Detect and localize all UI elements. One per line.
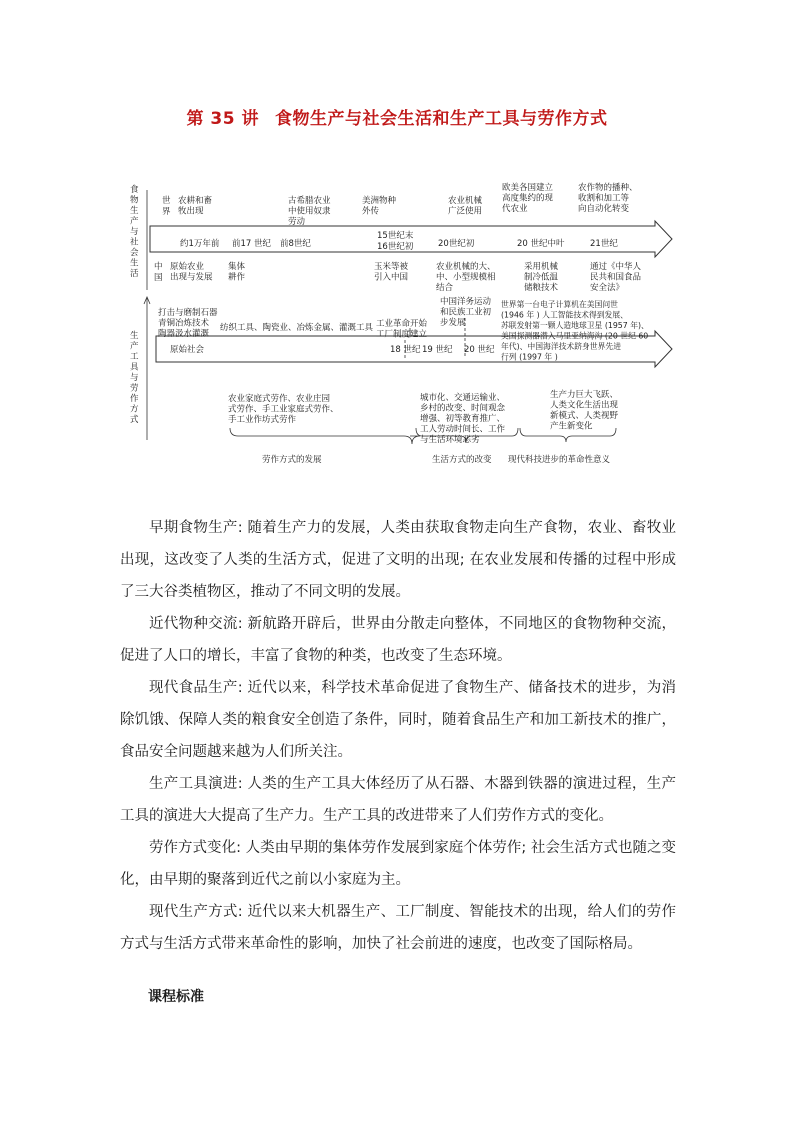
china-event: 结合 <box>436 283 454 293</box>
early-tools: 陶器汲水灌溉 <box>158 329 210 339</box>
productivity-change: 新模式、人类视野 <box>550 411 619 421</box>
world-event: 农作物的播种、 <box>578 183 638 193</box>
bracket-label: 现代科技进步的革命性意义 <box>508 455 611 465</box>
china-event: 采用机械 <box>524 262 559 272</box>
section-heading: 课程标准 <box>148 989 204 1005</box>
upper-time-label: 约1万年前 <box>180 239 220 249</box>
china-event: 农业机械的大、 <box>436 262 496 272</box>
world-event: 农耕和畜 <box>178 196 213 206</box>
world-label: 世 <box>162 196 171 206</box>
china-event: 原始农业 <box>170 262 205 272</box>
upper-side-label-char: 与 <box>130 227 139 237</box>
china-event: 安全法》 <box>590 283 625 293</box>
lower-time-label: 20 世纪 <box>464 345 495 355</box>
life-change: 增强、初等教育推广、 <box>420 414 506 424</box>
modern-tech: 行列 (1997 年 ) <box>501 352 558 362</box>
modern-tech: 美国探测器潜入马里亚纳海沟 (20 世纪 60 <box>501 331 649 341</box>
paragraph-species-exchange: 近代物种交流: 新航路开辟后，世界由分散走向整体，不同地区的食物物种交流，促进了人口的增长，丰富了食物的种类，也改变了生态环境。 <box>120 616 676 664</box>
upper-time-label: 15世纪末 <box>377 231 414 241</box>
bracket-label: 劳作方式的发展 <box>262 455 322 465</box>
world-event: 收割和加工等 <box>578 193 630 204</box>
china-event: 储粮技术 <box>524 283 559 293</box>
paragraph-modern-production: 现代生产方式: 近代以来大机器生产、工厂制度、智能技术的出现，给人们的劳作方式与生活方式带来革命性的影响，加快了社会前进的速度，也改变了国际格局。 <box>120 904 676 952</box>
world-event: 向自动化转变 <box>578 204 630 214</box>
world-event: 高度集约的现 <box>502 193 554 204</box>
upper-time-label: 前8世纪 <box>280 239 311 249</box>
timeline-diagram <box>120 178 680 468</box>
upper-time-label: 前17 世纪 <box>232 239 272 249</box>
world-label: 界 <box>162 207 171 217</box>
modern-tech: 苏联发射第一颗人造地球卫星 (1957 年)、 <box>501 321 649 330</box>
modern-tech: 世界第一台电子计算机在美国问世 <box>501 300 618 309</box>
life-change: 城市化、交通运输业、 <box>420 393 506 403</box>
paragraph-early-food: 早期食物生产: 随着生产力的发展，人类由获取食物走向生产食物，农业、畜牧业出现，这改变了人类的生活方式，促进了文明的出现; 在农业发展和传播的过程中形成了三大谷类植物区，推动了不同文明的发展。 <box>120 520 676 600</box>
china-event: 出现与发展 <box>170 272 213 283</box>
lower-time-label: 19 世纪 <box>422 345 453 355</box>
china-industry: 中国洋务运动 <box>440 297 492 307</box>
life-change: 乡村的改变、时间观念 <box>420 403 506 414</box>
modern-tech: 年代)、中国海洋技术跻身世界先进 <box>501 342 621 351</box>
bracket-label: 生活方式的改变 <box>432 455 492 465</box>
lower-side-label-char: 生 <box>130 331 139 341</box>
lower-time-label: 18 世纪 <box>390 345 421 355</box>
china-industry: 和民族工业初 <box>440 307 492 318</box>
industrial-revolution: 工厂制度建立 <box>376 329 428 340</box>
productivity-change: 产生新变化 <box>550 421 593 432</box>
china-event: 引入中国 <box>374 272 409 283</box>
china-event: 集体 <box>228 262 246 272</box>
lecture-number: 第 35 讲 <box>186 109 259 129</box>
world-event: 欧美各国建立 <box>502 183 554 193</box>
bracket-labor <box>230 428 420 444</box>
world-event: 农业机械 <box>448 196 483 206</box>
upper-side-label-char: 生 <box>130 206 139 216</box>
productivity-change: 生产力巨大飞跃、 <box>550 390 619 400</box>
china-event: 玉米等被 <box>374 262 409 272</box>
world-event: 古希腊农业 <box>288 196 331 206</box>
modern-tech: (1946 年 ) 人工智能技术得到发展、 <box>501 310 628 320</box>
world-event: 牧出现 <box>178 206 204 217</box>
china-event: 中、小型规模相 <box>436 272 496 283</box>
early-tools: 打击与磨制石器 <box>158 308 218 318</box>
china-event: 耕作 <box>228 272 246 283</box>
paragraph-tool-evolution: 生产工具演进: 人类的生产工具大体经历了从石器、木器到铁器的演进过程，生产工具的演进大大提高了生产力。生产工具的改进带来了人们劳作方式的变化。 <box>120 776 676 824</box>
china-event: 制冷低温 <box>524 272 559 283</box>
productivity-change: 人类文化生活出现 <box>550 400 619 411</box>
world-event: 广泛使用 <box>448 206 483 217</box>
upper-time-label: 20 世纪中叶 <box>517 239 565 249</box>
world-event: 美洲物种 <box>362 196 397 206</box>
china-event: 民共和国食品 <box>590 272 642 283</box>
life-change: 工人劳动时间长、工作 <box>420 424 506 435</box>
paragraph-labor-change: 劳作方式变化: 人类由早期的集体劳作发展到家庭个体劳作; 社会生活方式也随之变化，由早期的聚落到近代之前以小家庭为主。 <box>120 840 676 888</box>
early-tools: 青铜冶炼技术 <box>158 318 210 329</box>
lower-side-label-char: 工 <box>130 352 139 362</box>
world-event: 劳动 <box>288 217 306 227</box>
upper-side-label-char: 生 <box>130 258 139 269</box>
lower-side-label-char: 作 <box>130 394 139 404</box>
paragraph-modern-food: 现代食品生产: 近代以来，科学技术革命促进了食物生产、储备技术的进步，为消除饥饿、保障人类的粮食安全创造了条件，同时，随着食品生产和加工新技术的推广，食品安全问题越来越为人们所关注。 <box>120 680 676 760</box>
world-event: 中使用奴隶 <box>288 206 331 217</box>
labor-forms: 手工业作坊式劳作 <box>228 415 297 425</box>
upper-time-label: 21世纪 <box>590 239 618 249</box>
life-change: 与生活环境恶劣 <box>420 435 480 445</box>
industrial-revolution: 工业革命开始 <box>376 319 428 329</box>
china-label: 国 <box>154 273 163 283</box>
china-label: 中 <box>154 262 163 272</box>
lower-side-label-char: 与 <box>130 373 139 383</box>
lower-side-label-char: 产 <box>130 341 139 352</box>
world-event: 外传 <box>362 206 380 217</box>
lower-side-label-char: 方 <box>130 404 139 415</box>
title-text: 食物生产与社会生活和生产工具与劳作方式 <box>275 109 608 129</box>
upper-side-label-char: 食 <box>130 185 139 195</box>
diagram-labels <box>130 182 649 465</box>
labor-forms: 农业家庭式劳作、农业庄园 <box>228 394 331 404</box>
body-text <box>120 512 676 960</box>
china-industry: 步发展 <box>440 318 466 328</box>
upper-time-label: 20世纪初 <box>438 239 475 249</box>
china-event: 通过《中华人 <box>590 262 642 272</box>
lower-side-label-char: 式 <box>130 415 139 425</box>
upper-time-label: 16世纪初 <box>377 242 414 252</box>
labor-forms: 式劳作、手工业家庭式劳作、 <box>228 404 339 415</box>
tools-line: 纺织工具、陶瓷业、冶炼金属、灌溉工具 <box>220 323 374 333</box>
upper-side-label-char: 社 <box>130 237 139 248</box>
upper-side-label-char: 物 <box>130 195 139 206</box>
upper-side-label-char: 产 <box>130 216 139 227</box>
upper-side-label-char: 会 <box>130 248 139 258</box>
lower-side-label-char: 具 <box>130 362 139 373</box>
page-title <box>0 104 794 129</box>
upper-side-label-char: 活 <box>130 269 139 279</box>
lower-side-label-char: 劳 <box>130 383 139 394</box>
world-event: 代农业 <box>502 204 528 214</box>
lower-time-label: 原始社会 <box>170 345 205 355</box>
